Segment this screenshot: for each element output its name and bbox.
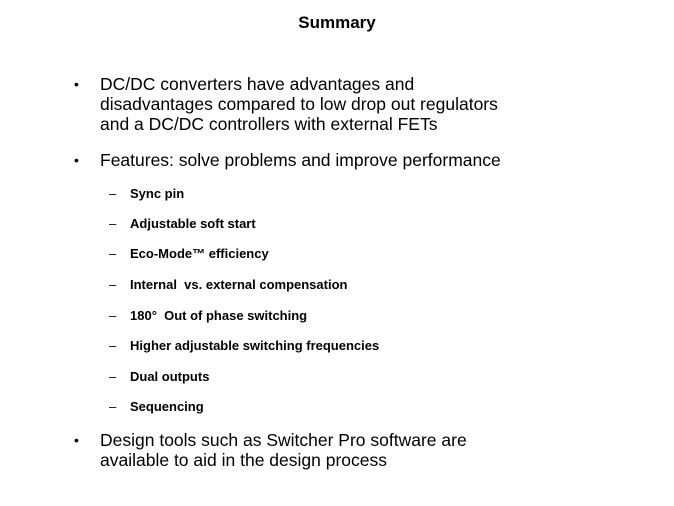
feature-text: Higher adjustable switching frequencies xyxy=(130,338,380,353)
bullet-marker: • xyxy=(74,76,79,92)
bullet-line: disadvantages compared to low drop out regulators xyxy=(100,94,498,114)
sub-marker: – xyxy=(109,246,117,261)
bullet-marker: • xyxy=(74,432,79,448)
bullet-item xyxy=(74,150,634,172)
bullet-item xyxy=(74,430,634,472)
slide-title: Summary xyxy=(298,13,376,32)
sub-marker: – xyxy=(109,186,117,201)
bullet-text xyxy=(100,74,630,134)
bullet-marker: • xyxy=(74,152,79,168)
bullet-item xyxy=(74,74,634,136)
bullet-line: available to aid in the design process xyxy=(100,450,387,470)
feature-text: 180° Out of phase switching xyxy=(130,308,308,323)
bullet-line: DC/DC converters have advantages and xyxy=(100,74,415,94)
feature-text: Internal vs. external compensation xyxy=(130,277,348,292)
sub-marker: – xyxy=(109,277,117,292)
feature-text: Sequencing xyxy=(130,399,204,414)
sub-marker: – xyxy=(109,399,117,414)
bullet-text xyxy=(100,150,630,170)
feature-text: Dual outputs xyxy=(130,369,210,384)
bullet-line: Design tools such as Switcher Pro software are xyxy=(100,430,467,450)
feature-text: Eco-Mode™ efficiency xyxy=(130,246,269,261)
sub-marker: – xyxy=(109,216,117,231)
bullet-text xyxy=(100,430,630,470)
sub-marker: – xyxy=(109,369,117,384)
sub-marker: – xyxy=(109,308,117,323)
sub-marker: – xyxy=(109,338,117,353)
feature-text: Adjustable soft start xyxy=(130,216,256,231)
feature-text: Sync pin xyxy=(130,186,185,201)
bullet-line: and a DC/DC controllers with external FETs xyxy=(100,114,438,134)
bullet-line: Features: solve problems and improve performance xyxy=(100,150,501,170)
